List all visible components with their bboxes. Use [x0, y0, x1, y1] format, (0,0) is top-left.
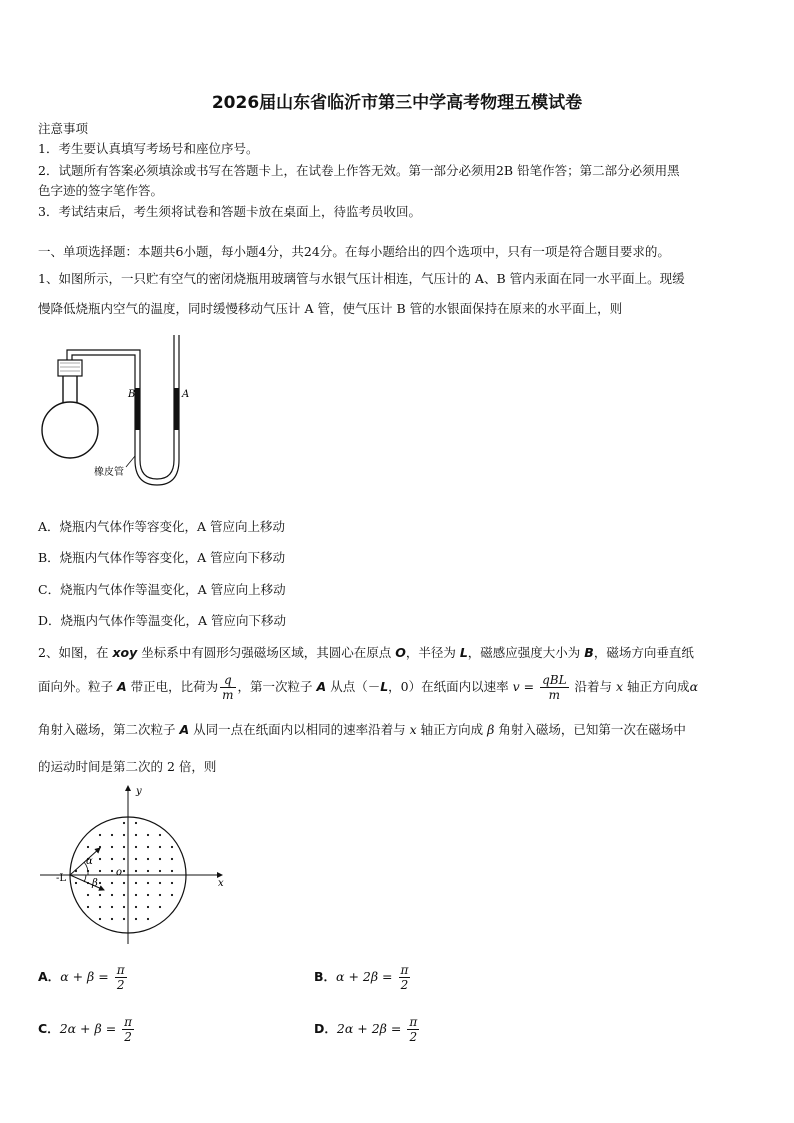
- field-dot: [159, 834, 161, 836]
- field-dot: [135, 918, 137, 920]
- field-dot: [147, 870, 149, 872]
- field-dot: [135, 822, 137, 824]
- field-dot: [135, 870, 137, 872]
- field-dot: [135, 906, 137, 908]
- field-dot: [87, 894, 89, 896]
- notes-item-1: 1．考生要认真填写考场号和座位序号。: [38, 141, 259, 156]
- field-dot: [111, 894, 113, 896]
- field-dot: [171, 870, 173, 872]
- notes-item-2-cont: 色字迹的签字笔作答。: [38, 183, 164, 198]
- field-dot: [135, 894, 137, 896]
- field-dot: [111, 858, 113, 860]
- q1-option-c: C．烧瓶内气体作等温变化，A 管应向上移动: [38, 582, 286, 597]
- field-dot: [99, 906, 101, 908]
- label-rubber-tube: 橡皮管: [94, 467, 124, 478]
- field-dot: [147, 882, 149, 884]
- charge-mass-ratio: $\frac{q}{m}$: [222, 673, 234, 702]
- field-dot: [135, 882, 137, 884]
- alpha-label: α: [86, 856, 93, 867]
- field-dot: [87, 846, 89, 848]
- neg-L-label: -L: [56, 873, 67, 884]
- field-dot: [123, 918, 125, 920]
- field-dot: [135, 834, 137, 836]
- q1-stem-line1: 1、如图所示，一只贮有空气的密闭烧瓶用玻璃管与水银气压计相连，气压计的 A、B 管内汞面在同一水平面上。现缓: [38, 271, 685, 286]
- q2-option-c: C．2α + β = $\frac{\pi}{2}$: [38, 1015, 133, 1044]
- q2-stem-line3: 角射入磁场，第二次粒子 A 从同一点在纸面内以相同的速率沿着与 x 轴正方向成 β 角射入磁场，已知第一次在磁场中: [38, 722, 686, 737]
- axis-x-label: x: [218, 878, 224, 889]
- field-dot: [123, 822, 125, 824]
- field-dot: [171, 858, 173, 860]
- field-dot: [111, 834, 113, 836]
- field-dot: [99, 858, 101, 860]
- origin-label: o: [116, 867, 123, 878]
- field-dot: [147, 894, 149, 896]
- field-dot: [171, 894, 173, 896]
- field-dot: [159, 858, 161, 860]
- field-dot: [111, 906, 113, 908]
- field-dot: [75, 882, 77, 884]
- field-dot: [159, 846, 161, 848]
- field-dot: [159, 906, 161, 908]
- q2-stem-line2: 面向外。粒子 A 带正电，比荷为 $\frac{q}{m}$ ，第一次粒子 A 从点（－L，0）在纸面内以速率 v = $\frac{\text{qBL}}{m}$ 沿着与 x 轴正方向成α: [38, 673, 699, 702]
- field-dot: [123, 906, 125, 908]
- q1-stem-line2: 慢降低烧瓶内空气的温度，同时缓慢移动气压计 A 管，使气压计 B 管的水银面保持在原来的水平面上，则: [38, 301, 623, 316]
- field-dot: [123, 834, 125, 836]
- field-dot: [111, 882, 113, 884]
- axis-y-label: y: [136, 786, 142, 797]
- field-dot: [147, 846, 149, 848]
- label-A: A: [182, 389, 190, 400]
- q1-flask-manometer-figure: [36, 330, 196, 490]
- q1-option-b: B．烧瓶内气体作等容变化，A 管应向下移动: [38, 550, 286, 565]
- q2-stem-line4: 的运动时间是第二次的 2 倍，则: [38, 759, 217, 774]
- field-dot: [147, 834, 149, 836]
- field-dot: [111, 918, 113, 920]
- q2-stem-line1: 2、如图，在 xoy 坐标系中有圆形匀强磁场区域，其圆心在原点 O，半径为 L，磁感应强度大小为 B，磁场方向垂直纸: [38, 645, 694, 660]
- field-dot: [171, 846, 173, 848]
- field-dot: [123, 894, 125, 896]
- field-dot: [135, 858, 137, 860]
- field-dot: [123, 858, 125, 860]
- field-dot: [135, 846, 137, 848]
- notes-heading: 注意事项: [38, 121, 89, 136]
- field-dot: [171, 882, 173, 884]
- q1-option-d: D．烧瓶内气体作等温变化，A 管应向下移动: [38, 613, 287, 628]
- field-dot: [99, 882, 101, 884]
- notes-item-3: 3．考试结束后，考生须将试卷和答题卡放在桌面上，待监考员收回。: [38, 204, 421, 219]
- label-B: B: [128, 389, 136, 400]
- q1-option-a: A．烧瓶内气体作等容变化，A 管应向上移动: [38, 519, 286, 534]
- field-dot: [147, 858, 149, 860]
- field-dot: [111, 846, 113, 848]
- q2-option-d: D．2α + 2β = $\frac{\pi}{2}$: [314, 1015, 418, 1044]
- field-dot: [159, 870, 161, 872]
- field-dot: [99, 894, 101, 896]
- speed-fraction: $\frac{\text{qBL}}{m}$: [542, 673, 567, 702]
- field-dot: [87, 906, 89, 908]
- field-dot: [99, 846, 101, 848]
- field-dot: [123, 882, 125, 884]
- q2-magnetic-field-figure: [36, 782, 236, 947]
- field-dot: [159, 894, 161, 896]
- field-dot: [159, 882, 161, 884]
- q2-option-a: A．α + β = $\frac{\pi}{2}$: [38, 963, 125, 992]
- field-dot: [147, 906, 149, 908]
- field-dot: [111, 870, 113, 872]
- q2-option-b: B．α + 2β = $\frac{\pi}{2}$: [314, 963, 409, 992]
- field-dot: [99, 870, 101, 872]
- field-dot: [123, 846, 125, 848]
- notes-item-2: 2．试题所有答案必须填涂或书写在答题卡上，在试卷上作答无效。第一部分必须用2B 铅笔作答；第二部分必须用黑: [38, 163, 680, 178]
- page-title: 2026届山东省临沂市第三中学高考物理五模试卷: [211, 93, 583, 113]
- field-dot: [123, 870, 125, 872]
- field-dot: [99, 834, 101, 836]
- beta-label: β: [92, 878, 98, 889]
- section-heading: 一、单项选择题：本题共6小题，每小题4分，共24分。在每小题给出的四个选项中，只有一项是符合题目要求的。: [38, 244, 670, 259]
- field-dot: [99, 918, 101, 920]
- field-dot: [147, 918, 149, 920]
